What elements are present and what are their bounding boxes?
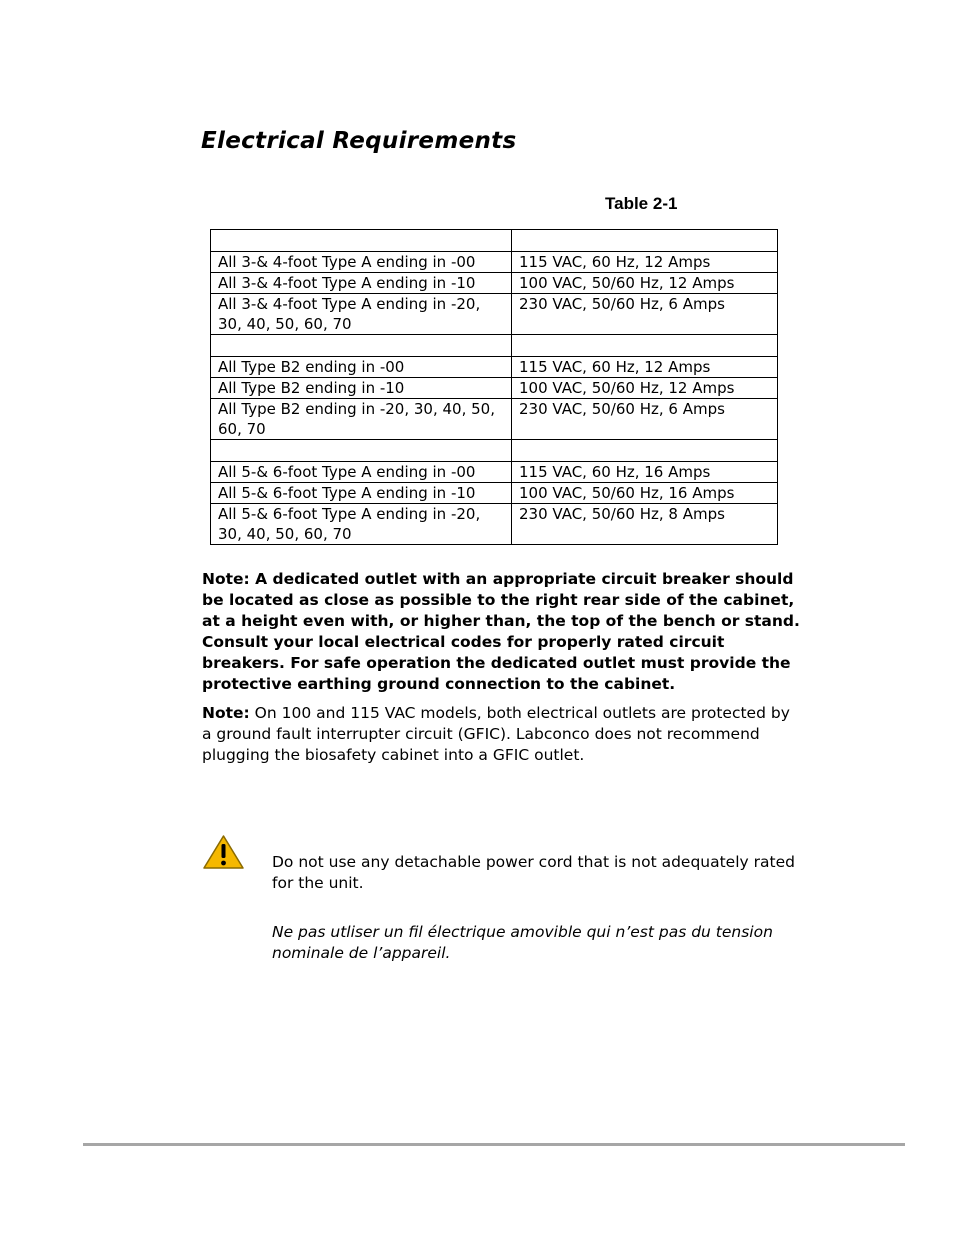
table-cell: 115 VAC, 60 Hz, 12 Amps: [512, 357, 778, 378]
warning-text-en: Do not use any detachable power cord that is not adequately rated for the unit.: [272, 853, 795, 892]
section-heading: Electrical Requirements: [201, 128, 517, 154]
table-row: [211, 462, 778, 483]
table-row: [211, 440, 778, 462]
table-cell: 230 VAC, 50/60 Hz, 8 Amps: [512, 504, 778, 545]
table-cell: All Type B2 ending in -20, 30, 40, 50, 60, 70: [211, 399, 512, 440]
table-row: [211, 378, 778, 399]
table-caption: Table 2-1: [605, 194, 678, 213]
table-row: [211, 294, 778, 335]
table-cell: 115 VAC, 60 Hz, 16 Amps: [512, 462, 778, 483]
table-cell: All Type B2 ending in -00: [211, 357, 512, 378]
table-cell: 230 VAC, 50/60 Hz, 6 Amps: [512, 294, 778, 335]
gfic-note: [202, 703, 792, 766]
table-row: [211, 483, 778, 504]
table-cell: All 5-& 6-foot Type A ending in -20, 30, 40, 50, 60, 70: [211, 504, 512, 545]
table-row: [211, 399, 778, 440]
footer-divider: [83, 1143, 905, 1146]
table-cell: [211, 230, 512, 252]
table-cell: All 3-& 4-foot Type A ending in -20, 30, 40, 50, 60, 70: [211, 294, 512, 335]
table-row: [211, 335, 778, 357]
table-row: [211, 230, 778, 252]
table-cell: 230 VAC, 50/60 Hz, 6 Amps: [512, 399, 778, 440]
table-cell: 115 VAC, 60 Hz, 12 Amps: [512, 252, 778, 273]
table-cell: [512, 230, 778, 252]
table-row: [211, 357, 778, 378]
table-cell: 100 VAC, 50/60 Hz, 12 Amps: [512, 378, 778, 399]
table-cell: 100 VAC, 50/60 Hz, 16 Amps: [512, 483, 778, 504]
warning-triangle-icon: [202, 834, 245, 870]
table-cell: All Type B2 ending in -10: [211, 378, 512, 399]
note-text: On 100 and 115 VAC models, both electrical outlets are protected by a ground fault interrupter circuit (GFIC). Labconco does not recommend plugging the biosafety cabinet into a GFIC outlet.: [202, 704, 790, 764]
table-cell: [512, 335, 778, 357]
table-cell: All 3-& 4-foot Type A ending in -00: [211, 252, 512, 273]
table-row: [211, 273, 778, 294]
table-cell: [211, 335, 512, 357]
electrical-requirements-table: [210, 229, 778, 545]
table-cell: 100 VAC, 50/60 Hz, 12 Amps: [512, 273, 778, 294]
table-cell: [512, 440, 778, 462]
outlet-note: Note: A dedicated outlet with an appropriate circuit breaker should be located as close as possible to the right rear side of the cabinet, at a height even with, or higher than, the top of the bench or stand. Consult your local electrical codes for properly rated circuit breakers. For safe operation the dedicated outlet must provide the protective earthing ground connection to the cabinet.: [202, 570, 800, 693]
table-cell: All 5-& 6-foot Type A ending in -00: [211, 462, 512, 483]
table-cell: All 5-& 6-foot Type A ending in -10: [211, 483, 512, 504]
table-cell: All 3-& 4-foot Type A ending in -10: [211, 273, 512, 294]
note-label: Note:: [202, 704, 250, 722]
table-row: [211, 252, 778, 273]
table-row: [211, 504, 778, 545]
table-cell: [211, 440, 512, 462]
warning-text-fr: Ne pas utliser un fil électrique amovible qui n’est pas du tension nominale de l’appareil.: [272, 923, 773, 962]
